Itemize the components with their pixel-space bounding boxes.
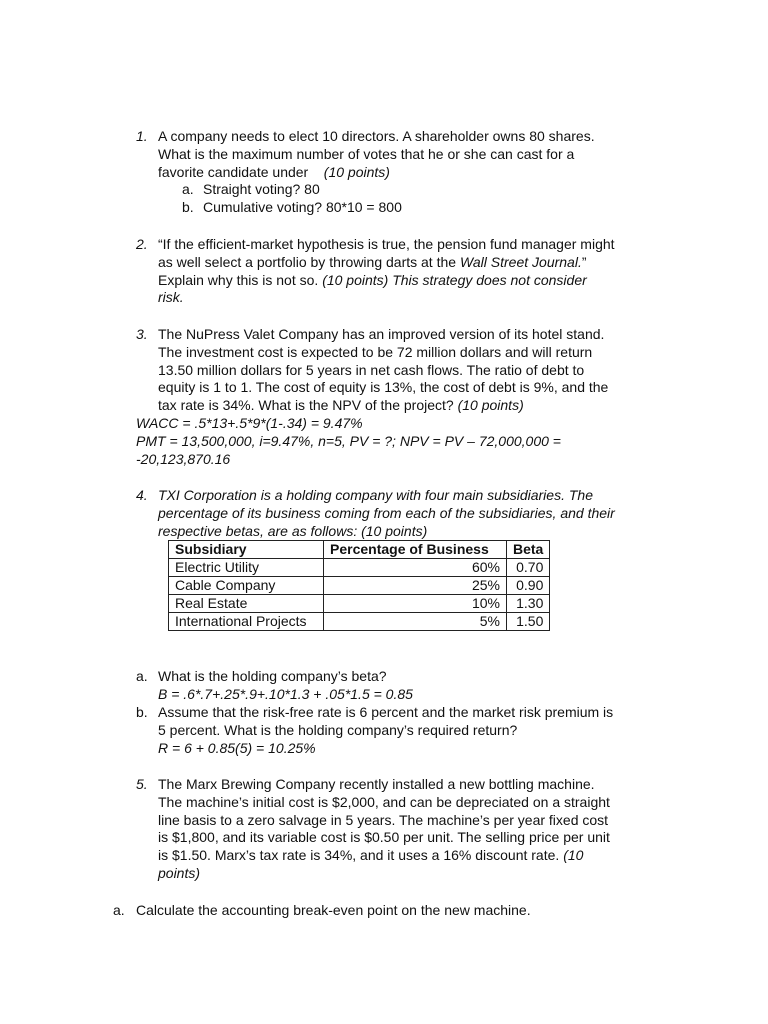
q2-line-4: risk. [158, 289, 184, 306]
q1-part-a [182, 181, 656, 199]
q2-line-3 [158, 272, 656, 290]
q2-line-1: “If the efficient-market hypothesis is true, the pension fund manager might [158, 236, 615, 252]
q3-line-1: The NuPress Valet Company has an improved version of its hotel stand. [158, 326, 605, 342]
q3-wacc: WACC = .5*13+.5*9*(1-.34) = 9.47% [136, 414, 363, 431]
q2-answer: (10 points) This strategy does not consider [322, 271, 587, 288]
question-3 [136, 326, 656, 468]
table-row [169, 613, 550, 631]
q1-line-1: A company needs to elect 10 directors. A shareholder owns 80 shares. [158, 128, 595, 144]
q2-line-3-text: Explain why this is not so. [158, 271, 323, 288]
q1-line-2: What is the maximum number of votes that he or she can cast for a [158, 145, 575, 162]
question-4 [136, 487, 656, 631]
table-row [169, 559, 550, 577]
question-1 [136, 128, 656, 217]
q4-part-a-letter: a. [136, 668, 148, 684]
q5-points-1: (10 [563, 847, 584, 864]
header-beta: Beta [507, 541, 550, 559]
q3-line-3: 13.50 million dollars for 5 years in net cash flows. The ratio of debt to [158, 361, 585, 378]
q2-line-2 [158, 254, 656, 272]
q4-part-a [136, 668, 656, 704]
cell-percentage: 10% [324, 595, 507, 613]
cell-beta: 0.70 [507, 559, 550, 577]
final-part-a-text: Calculate the accounting break-even point on the new machine. [136, 902, 531, 918]
q3-line-2: The investment cost is expected to be 72 million dollars and will return [158, 343, 593, 360]
q5-line-3: line basis to a zero salvage in 5 years. The machine’s per year fixed cost [158, 811, 609, 828]
q3-line-5-text: tax rate is 34%. What is the NPV of the project? [158, 397, 458, 414]
table-header-row [169, 541, 550, 559]
q2-close-quote: ” [581, 253, 587, 270]
q3-pmt-line-2: -20,123,870.16 [136, 450, 231, 467]
q1-part-b-letter: b. [182, 199, 194, 216]
q1-points: (10 points) [323, 163, 390, 180]
question-5 [136, 776, 656, 883]
q3-points: (10 points) [457, 397, 524, 414]
table-row [169, 595, 550, 613]
final-part-a-letter: a. [113, 902, 125, 918]
q5-line-1: The Marx Brewing Company recently installed a new bottling machine. [158, 776, 595, 792]
question-2-number: 2. [136, 236, 148, 252]
q3-pmt-line-1: PMT = 13,500,000, i=9.47%, n=5, PV = ?; NPV = PV – 72,000,000 = [136, 432, 561, 449]
q2-journal-title: Wall Street Journal. [459, 253, 582, 270]
header-subsidiary: Subsidiary [169, 541, 324, 559]
q4-part-a-answer: B = .6*.7+.25*.9+.10*1.3 + .05*1.5 = 0.85 [158, 685, 413, 702]
cell-percentage: 60% [324, 559, 507, 577]
q4-line-3: respective betas, are as follows: (10 points) [158, 522, 428, 539]
q4-part-b-text-2: 5 percent. What is the holding company’s required return? [158, 721, 518, 738]
subsidiary-table [168, 540, 550, 631]
q5-points-2: points) [158, 864, 201, 881]
q3-line-4: equity is 1 to 1. The cost of equity is 13%, the cost of debt is 9%, and the [158, 379, 609, 396]
q2-line-2-text: as well select a portfolio by throwing darts at the [158, 253, 460, 270]
q3-line-5 [158, 397, 656, 415]
q4-part-a-text: What is the holding company’s beta? [158, 668, 387, 684]
q4-part-b-letter: b. [136, 704, 148, 720]
header-percentage: Percentage of Business [324, 541, 507, 559]
cell-subsidiary: Electric Utility [169, 559, 324, 577]
question-3-number: 3. [136, 326, 148, 342]
cell-subsidiary: Cable Company [169, 577, 324, 595]
q1-part-b [182, 199, 656, 217]
cell-subsidiary: International Projects [169, 613, 324, 631]
question-1-number: 1. [136, 128, 148, 144]
cell-beta: 0.90 [507, 577, 550, 595]
question-4-number: 4. [136, 487, 148, 503]
question-5-number: 5. [136, 776, 148, 792]
q4-part-b [136, 704, 656, 757]
cell-percentage: 5% [324, 613, 507, 631]
q4-line-1: TXI Corporation is a holding company with four main subsidiaries. The [158, 487, 593, 503]
q4-part-b-answer: R = 6 + 0.85(5) = 10.25% [158, 739, 316, 756]
cell-beta: 1.50 [507, 613, 550, 631]
final-part-a [113, 902, 673, 920]
q4-part-b-text-1: Assume that the risk-free rate is 6 percent and the market risk premium is [158, 704, 614, 720]
q1-part-a-letter: a. [182, 181, 194, 198]
cell-beta: 1.30 [507, 595, 550, 613]
cell-subsidiary: Real Estate [169, 595, 324, 613]
q1-part-b-text: Cumulative voting? 80*10 = 800 [203, 199, 402, 216]
q1-line-3 [158, 164, 656, 182]
q5-line-4: is $1,800, and its variable cost is $0.50 per unit. The selling price per unit [158, 829, 610, 846]
cell-percentage: 25% [324, 577, 507, 595]
question-2 [136, 236, 656, 307]
q5-line-5-text: is $1.50. Marx’s tax rate is 34%, and it uses a 16% discount rate. [158, 847, 564, 864]
q4-line-2: percentage of its business coming from each of the subsidiaries, and their [158, 504, 615, 521]
q1-part-a-text: Straight voting? 80 [203, 181, 320, 198]
q1-line-3-text: favorite candidate under [158, 163, 309, 180]
q5-line-2: The machine’s initial cost is $2,000, and can be depreciated on a straight [158, 793, 610, 810]
q5-line-5 [158, 847, 656, 865]
table-row [169, 577, 550, 595]
